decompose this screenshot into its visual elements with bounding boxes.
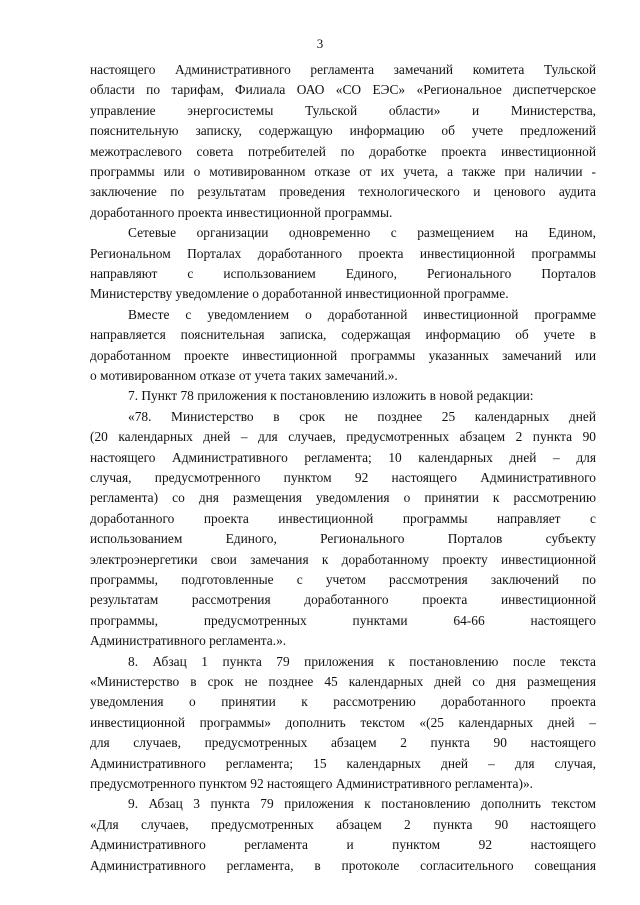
text-line: использованием Единого, Регионального Порталов субъекту <box>90 531 596 547</box>
text-line: Административного регламента и пунктом 92 настоящего <box>90 837 596 853</box>
text-line: 8. Абзац 1 пункта 79 приложения к постановлению после текста <box>128 653 596 669</box>
text-line: программы, подготовленные с учетом рассмотрения заключений по <box>90 572 596 587</box>
text-line: «Для случаев, предусмотренных абзацем 2 пункта 90 настоящего <box>90 816 596 832</box>
text-line: Административного регламента.». <box>90 633 287 649</box>
text-line: направляют с использованием Единого, Регионального Порталов <box>90 266 596 281</box>
text-line: направляется пояснительная записка, содержащая информацию об учете в <box>90 327 596 343</box>
text-line: Административного регламента; 15 календарных дней – для случая, <box>90 755 596 771</box>
text-line: «78. Министерство в срок не позднее 25 календарных дней <box>128 408 596 424</box>
text-line: электроэнергетики свои замечания к доработанному проекту инвестиционной <box>90 551 596 567</box>
text-line: настоящего Административного регламента замечаний комитета Тульской <box>90 62 596 77</box>
text-line: заключение по результатам проведения технологического и ценового аудита <box>90 184 596 200</box>
text-line: пояснительную записку, содержащую информацию об учете предложений <box>90 123 596 139</box>
text-line: инвестиционной программы» дополнить текстом «(25 календарных дней – <box>90 714 596 730</box>
text-line: области по тарифам, Филиала ОАО «СО ЕЭС» «Региональное диспетчерское <box>90 82 596 98</box>
text-line: межотраслевого совета потребителей по доработке проекта инвестиционной <box>90 143 596 159</box>
text-line: регламента) со дня размещения уведомления о принятии к рассмотрению <box>90 490 596 506</box>
text-line: уведомления о принятии к рассмотрению доработанного проекта <box>90 694 596 710</box>
text-line: 7. Пункт 78 приложения к постановлению изложить в новой редакции: <box>128 388 534 404</box>
text-line: доработанного проекта инвестиционной программы направляет с <box>90 510 596 526</box>
text-line: Региональном Порталах доработанного проекта инвестиционной программы <box>90 245 596 261</box>
text-line: 9. Абзац 3 пункта 79 приложения к постановлению дополнить текстом <box>128 796 596 812</box>
text-line: результатам рассмотрения доработанного проекта инвестиционной <box>90 592 596 608</box>
text-line: доработанном проекте инвестиционной программы указанных замечаний или <box>90 347 596 363</box>
text-line: управление энергосистемы Тульской области» и Министерства, <box>90 102 596 118</box>
text-line: (20 календарных дней – для случаев, предусмотренных абзацем 2 пункта 90 <box>90 429 596 445</box>
text-line: Сетевые организации одновременно с размещением на Едином, <box>128 225 596 241</box>
text-line: для случаев, предусмотренных абзацем 2 пункта 90 настоящего <box>90 735 596 751</box>
text-line: «Министерство в срок не позднее 45 календарных дней со дня размещения <box>90 674 596 689</box>
page-number: 3 <box>316 36 324 51</box>
text-line: случая, предусмотренного пунктом 92 настоящего Административного <box>90 470 596 485</box>
text-line: Административного регламента, в протоколе согласительного совещания <box>90 857 596 873</box>
text-line: доработанного проекта инвестиционной программы. <box>90 204 393 220</box>
text-line: Министерству уведомление о доработанной инвестиционной программе. <box>90 286 509 302</box>
text-line: настоящего Административного регламента; 10 календарных дней – для <box>90 449 596 465</box>
text-line: программы или о мотивированном отказе от их учета, а также при наличии - <box>90 164 596 179</box>
text-line: Вместе с уведомлением о доработанной инвестиционной программе <box>128 306 596 322</box>
text-line: о мотивированном отказе от учета таких замечаний.». <box>90 368 398 383</box>
text-line: предусмотренного пунктом 92 настоящего Административного регламента)». <box>90 776 534 791</box>
text-line: программы, предусмотренных пунктами 64-66 настоящего <box>90 612 596 628</box>
